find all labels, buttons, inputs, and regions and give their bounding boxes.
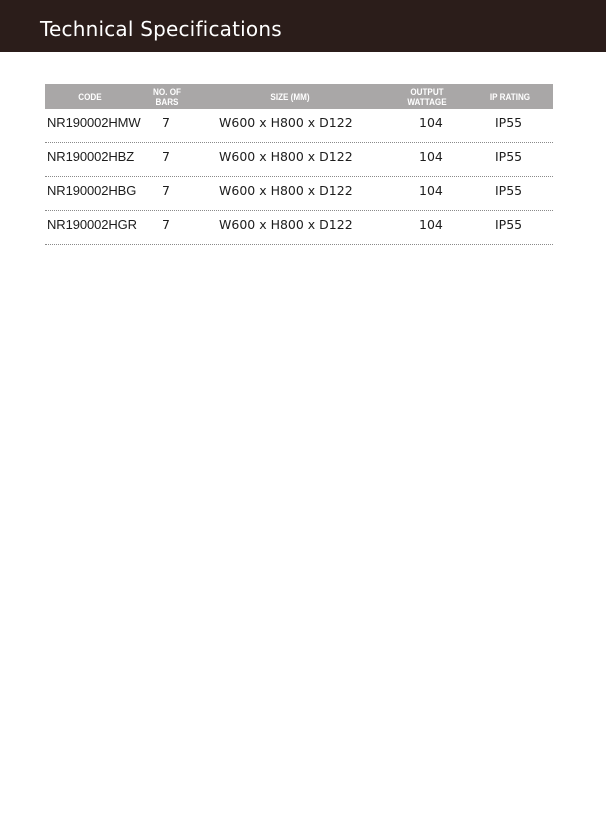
- cell-code: NR190002HMW: [47, 115, 141, 130]
- table-row: [45, 211, 553, 245]
- cell-size: W600 x H800 x D122: [219, 115, 353, 130]
- cell-code: NR190002HGR: [47, 217, 137, 232]
- cell-wattage: 104: [419, 217, 443, 232]
- cell-size: W600 x H800 x D122: [219, 149, 353, 164]
- page-header: [0, 0, 606, 52]
- cell-ip-rating: IP55: [495, 183, 523, 198]
- cell-size: W600 x H800 x D122: [219, 217, 353, 232]
- table-row: [45, 177, 553, 211]
- cell-wattage: 104: [419, 183, 443, 198]
- cell-bars: 7: [162, 115, 170, 130]
- cell-ip-rating: IP55: [495, 217, 523, 232]
- cell-size: W600 x H800 x D122: [219, 183, 353, 198]
- cell-wattage: 104: [419, 115, 443, 130]
- column-header-bars: NO. OF BARS: [153, 86, 181, 107]
- cell-ip-rating: IP55: [495, 149, 523, 164]
- column-header-wattage: OUTPUT WATTAGE: [407, 86, 447, 107]
- column-header-size: SIZE (MM): [270, 91, 310, 102]
- cell-code: NR190002HBG: [47, 183, 137, 198]
- page-title: Technical Specifications: [40, 17, 282, 41]
- column-header-code: CODE: [78, 91, 102, 102]
- cell-bars: 7: [162, 183, 170, 198]
- table-header: [45, 84, 553, 109]
- cell-bars: 7: [162, 149, 170, 164]
- cell-bars: 7: [162, 217, 170, 232]
- table-row: [45, 109, 553, 143]
- cell-wattage: 104: [419, 149, 443, 164]
- cell-ip-rating: IP55: [495, 115, 523, 130]
- table-row: [45, 143, 553, 177]
- specifications-table: [45, 84, 553, 245]
- cell-code: NR190002HBZ: [47, 149, 135, 164]
- column-header-ip-rating: IP RATING: [489, 91, 531, 102]
